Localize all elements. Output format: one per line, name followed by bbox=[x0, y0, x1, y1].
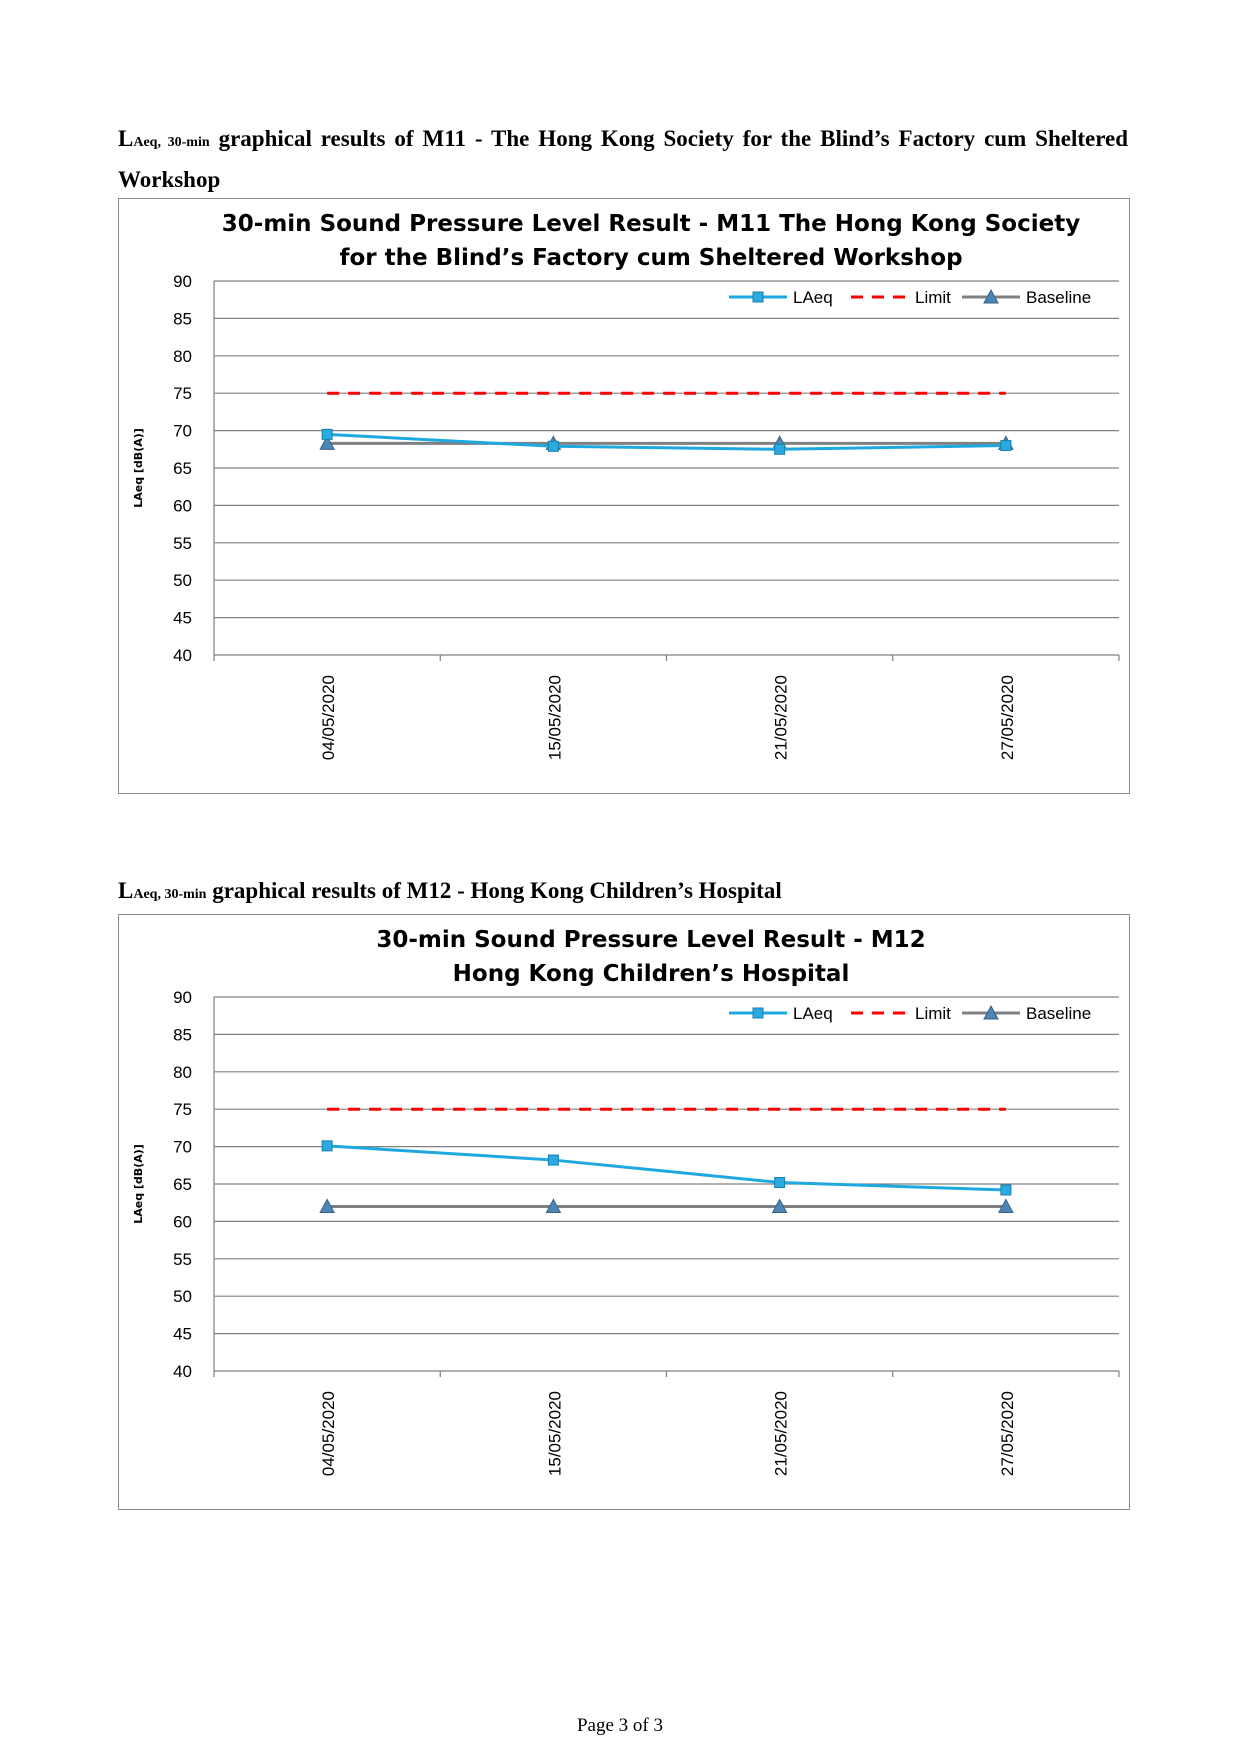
y-tick-label: 50 bbox=[173, 1287, 192, 1307]
y-tick-label: 90 bbox=[173, 272, 192, 291]
y-tick-label: 55 bbox=[173, 1249, 192, 1269]
y-tick-label: 60 bbox=[173, 1212, 192, 1232]
heading-lead: L bbox=[118, 126, 134, 151]
data-point-laeq bbox=[1001, 441, 1011, 451]
x-tick-label: 27/05/2020 bbox=[997, 1391, 1017, 1477]
x-tick-label: 15/05/2020 bbox=[545, 1391, 565, 1477]
x-tick-label: 27/05/2020 bbox=[997, 675, 1017, 761]
chart-m11-svg bbox=[119, 199, 1129, 793]
y-tick-label: 80 bbox=[173, 1062, 192, 1082]
chart-title-line: 30-min Sound Pressure Level Result - M11 The Hong Kong Society bbox=[221, 211, 1081, 237]
chart-m11 bbox=[118, 198, 1130, 794]
chart-m12-svg bbox=[119, 915, 1129, 1509]
data-point-laeq bbox=[1001, 1185, 1011, 1195]
y-tick-label: 45 bbox=[173, 608, 192, 628]
y-tick-label: 65 bbox=[173, 459, 192, 478]
x-tick-label: 04/05/2020 bbox=[319, 675, 339, 761]
legend-label-laeq: LAeq bbox=[793, 288, 833, 307]
x-tick-label: 15/05/2020 bbox=[545, 675, 565, 761]
x-tick-label: 21/05/2020 bbox=[771, 675, 791, 761]
y-tick-label: 85 bbox=[173, 1025, 192, 1045]
x-tick-label: 21/05/2020 bbox=[771, 1391, 791, 1477]
chart-title-line: 30-min Sound Pressure Level Result - M12 bbox=[376, 927, 926, 953]
data-point-laeq bbox=[775, 444, 785, 454]
y-tick-label: 85 bbox=[173, 309, 192, 329]
heading-lead: L bbox=[118, 878, 134, 903]
y-tick-label: 60 bbox=[173, 496, 192, 516]
y-tick-label: 40 bbox=[173, 1362, 192, 1381]
y-axis-label: LAeq [dB(A)] bbox=[132, 1144, 145, 1224]
y-tick-label: 40 bbox=[173, 646, 192, 665]
y-tick-label: 70 bbox=[173, 1137, 192, 1157]
heading-subscript: Aeq, 30-min bbox=[133, 887, 207, 902]
section-heading-m12 bbox=[118, 872, 1128, 913]
y-tick-label: 70 bbox=[173, 421, 192, 441]
page-footer: Page 3 of 3 bbox=[576, 1715, 663, 1736]
chart-title-line: for the Blind’s Factory cum Sheltered Workshop bbox=[339, 245, 963, 271]
y-tick-label: 80 bbox=[173, 346, 192, 366]
chart-m12 bbox=[118, 914, 1130, 1510]
heading-subscript: Aeq, 30-min bbox=[133, 135, 210, 150]
y-tick-label: 45 bbox=[173, 1324, 192, 1344]
y-axis-label: LAeq [dB(A)] bbox=[132, 428, 145, 508]
legend-label-baseline: Baseline bbox=[1026, 288, 1092, 307]
heading-text: graphical results of M11 - The Hong Kong Society for the Blind’s Factory cum Sheltered Workshop bbox=[118, 126, 1128, 192]
legend-marker-laeq bbox=[753, 1008, 763, 1018]
data-point-laeq bbox=[548, 441, 558, 451]
section-heading-m11 bbox=[118, 120, 1128, 198]
y-tick-label: 75 bbox=[173, 1100, 192, 1120]
data-point-laeq bbox=[548, 1155, 558, 1165]
y-tick-label: 55 bbox=[173, 533, 192, 553]
legend-marker-laeq bbox=[753, 292, 763, 302]
y-tick-label: 50 bbox=[173, 571, 192, 591]
data-point-laeq bbox=[775, 1178, 785, 1188]
legend-label-limit: Limit bbox=[915, 288, 951, 307]
x-tick-label: 04/05/2020 bbox=[319, 1391, 339, 1477]
data-point-laeq bbox=[322, 1141, 332, 1151]
y-tick-label: 75 bbox=[173, 384, 192, 404]
heading-text: graphical results of M12 - Hong Kong Children’s Hospital bbox=[206, 878, 782, 903]
legend-label-baseline: Baseline bbox=[1026, 1004, 1092, 1023]
chart-title-line: Hong Kong Children’s Hospital bbox=[452, 961, 850, 987]
y-tick-label: 65 bbox=[173, 1175, 192, 1194]
y-tick-label: 90 bbox=[173, 988, 192, 1007]
legend-label-laeq: LAeq bbox=[793, 1004, 833, 1023]
legend-label-limit: Limit bbox=[915, 1004, 951, 1023]
data-point-laeq bbox=[322, 429, 332, 439]
series-line-laeq bbox=[327, 1146, 1006, 1190]
